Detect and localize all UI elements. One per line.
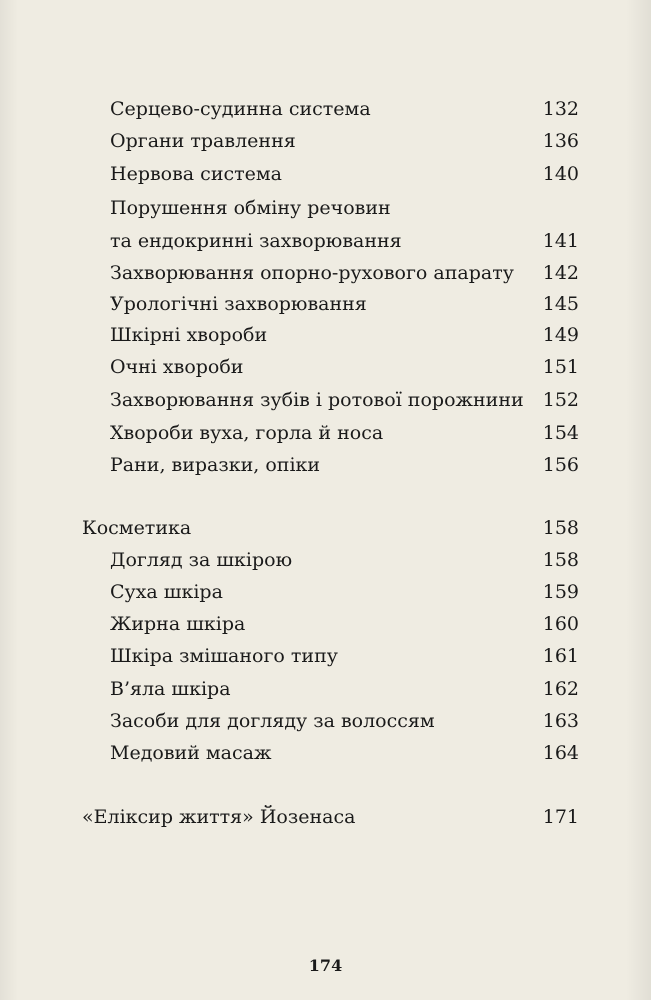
toc-entry	[0, 129, 651, 161]
toc-entry	[0, 548, 651, 580]
toc-entry-title: Органи травлення	[110, 130, 296, 152]
toc-section-page: 158	[542, 517, 579, 539]
toc-section-title: Косметика	[82, 517, 192, 539]
toc-entry-title: Засоби для догляду за волоссям	[110, 710, 435, 732]
toc-entry-page: 145	[542, 293, 579, 315]
toc-entry-title: Шкіра змішаного типу	[110, 645, 338, 667]
toc-entry-title: Шкірні хвороби	[110, 324, 268, 346]
toc-entry	[0, 355, 651, 387]
toc-entry-title: Серцево-судинна система	[110, 98, 371, 120]
toc-entry	[0, 644, 651, 676]
toc-entry-page: 141	[542, 230, 579, 252]
toc-entry-title: Хвороби вуха, горла й носа	[110, 422, 384, 444]
toc-entry-page: 151	[542, 356, 579, 378]
page-number: 174	[308, 956, 343, 975]
toc-entry	[0, 261, 651, 293]
toc-entry-title: Захворювання зубів і ротової порожнини	[110, 389, 524, 411]
toc-entry-page: 163	[542, 710, 579, 732]
toc-entry-title: Урологічні захворювання	[110, 293, 367, 315]
toc-entry-title: В’яла шкіра	[110, 678, 231, 700]
toc-entry-page: 159	[542, 581, 579, 603]
toc-entry	[0, 388, 651, 420]
toc-entry	[0, 709, 651, 741]
toc-entry-page: 156	[542, 454, 579, 476]
toc-entry-title: Очні хвороби	[110, 356, 244, 378]
toc-entry	[0, 323, 651, 355]
toc-section-title: «Еліксир життя» Йозенаса	[82, 806, 356, 828]
toc-entry-page: 140	[542, 163, 579, 185]
toc-entry-title: Жирна шкіра	[110, 613, 246, 635]
toc-entry	[0, 580, 651, 612]
toc-entry-page: 152	[542, 389, 579, 411]
toc-entry-page: 142	[542, 262, 579, 284]
toc-entry-page: 161	[542, 645, 579, 667]
toc-entry	[0, 97, 651, 129]
toc-section-page: 171	[542, 806, 579, 828]
toc-entry-title: Порушення обміну речовин	[110, 197, 391, 219]
toc-entry-page: 154	[542, 422, 579, 444]
toc-entry-title: Рани, виразки, опіки	[110, 454, 321, 476]
toc-section	[0, 805, 651, 837]
toc-entry	[0, 196, 651, 228]
toc-entry-title: Медовий масаж	[110, 742, 272, 764]
toc-entry-page: 164	[542, 742, 579, 764]
toc-entry	[0, 229, 651, 261]
toc-entry	[0, 292, 651, 324]
toc-entry-title: Догляд за шкірою	[110, 549, 293, 571]
toc-entry	[0, 453, 651, 485]
toc-entry-page: 149	[542, 324, 579, 346]
toc-entry-page: 158	[542, 549, 579, 571]
toc-entry-page: 132	[542, 98, 579, 120]
toc-entry-title: Нервова система	[110, 163, 282, 185]
toc-entry	[0, 421, 651, 453]
toc-entry	[0, 612, 651, 644]
toc-entry-title: Захворювання опорно-рухового апарату	[110, 262, 514, 284]
toc-entry-page: 136	[542, 130, 579, 152]
toc-entry-title: Суха шкіра	[110, 581, 223, 603]
toc-entry	[0, 162, 651, 194]
toc-section	[0, 516, 651, 548]
toc-entry-title: та ендокринні захворювання	[110, 230, 402, 252]
toc-entry-page: 160	[542, 613, 579, 635]
toc-entry-page: 162	[542, 678, 579, 700]
toc-entry	[0, 677, 651, 709]
toc-entry	[0, 741, 651, 773]
